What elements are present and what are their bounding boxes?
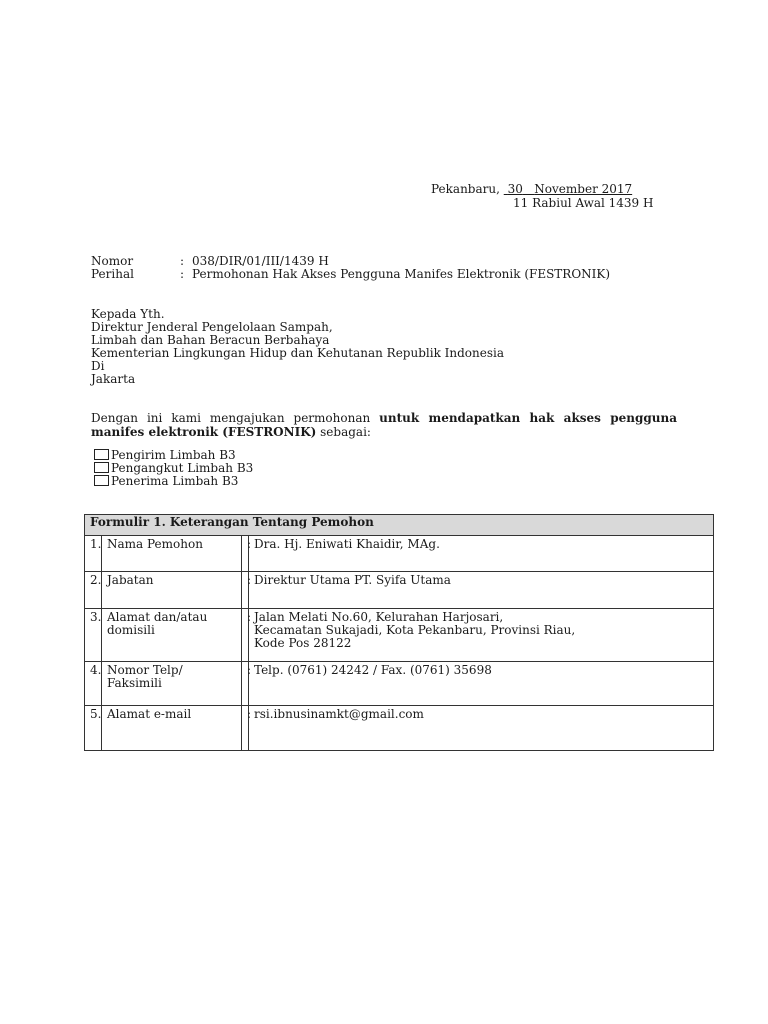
form-title: Formulir 1. Keterangan Tentang Pemohon — [85, 515, 714, 536]
perihal-value: Permohonan Hak Akses Pengguna Manifes Elektronik (FESTRONIK) — [192, 267, 611, 281]
option-pengirim[interactable] — [94, 448, 236, 461]
intro-paragraph: Dengan ini kami mengajukan permohonan untuk mendapatkan hak akses pengguna manifes elektronik (FESTRONIK) sebagai: — [91, 411, 677, 439]
recipient-line: Limbah dan Bahan Beracun Berbahaya — [91, 333, 330, 347]
nomor-label: Nomor — [91, 254, 134, 268]
row-colon: : — [242, 609, 249, 662]
perihal-colon: : — [180, 267, 185, 281]
checkbox[interactable] — [94, 449, 109, 460]
perihal-label: Perihal — [91, 267, 134, 281]
row-label: Alamat dan/atau domisili — [102, 609, 242, 662]
date-city: Pekanbaru, — [431, 182, 500, 196]
applicant-form-table — [84, 514, 714, 751]
row-label: Nomor Telp/ Faksimili — [102, 662, 242, 706]
row-label: Jabatan — [102, 572, 242, 609]
row-number: 4. — [85, 662, 102, 706]
recipient-line: Kementerian Lingkungan Hidup dan Kehutanan Republik Indonesia — [91, 346, 505, 360]
table-row — [85, 572, 714, 609]
recipient-line: Jakarta — [91, 372, 136, 386]
row-colon: : — [242, 706, 249, 751]
intro-bold: untuk mendapatkan hak akses pengguna manifes elektronik (FESTRONIK) — [91, 411, 677, 439]
table-row — [85, 662, 714, 706]
letter-date — [431, 183, 632, 196]
checkbox[interactable] — [94, 462, 109, 473]
row-label: Nama Pemohon — [102, 536, 242, 572]
nomor-colon: : — [180, 254, 185, 268]
row-label: Alamat e-mail — [102, 706, 242, 751]
recipient-line: Direktur Jenderal Pengelolaan Sampah, — [91, 320, 333, 334]
row-number: 1. — [85, 536, 102, 572]
option-pengangkut[interactable] — [94, 461, 253, 474]
form-title-row — [85, 515, 714, 536]
row-number: 3. — [85, 609, 102, 662]
recipient-block — [91, 308, 504, 386]
row-number: 2. — [85, 572, 102, 609]
hijri-date: 11 Rabiul Awal 1439 H — [513, 196, 654, 210]
row-colon: : — [242, 662, 249, 706]
row-value: Jalan Melati No.60, Kelurahan Harjosari, Kecamatan Sukajadi, Kota Pekanbaru, Provinsi Riau, Kode Pos 28122 — [249, 609, 714, 662]
nomor-value: 038/DIR/01/III/1439 H — [192, 254, 329, 268]
table-row — [85, 609, 714, 662]
row-colon: : — [242, 536, 249, 572]
row-value: Telp. (0761) 24242 / Fax. (0761) 35698 — [249, 662, 714, 706]
option-label: Penerima Limbah B3 — [111, 473, 239, 488]
row-colon: : — [242, 572, 249, 609]
option-label: Pengangkut Limbah B3 — [111, 460, 254, 475]
date-day: 30 November 2017 — [507, 182, 633, 196]
row-number: 5. — [85, 706, 102, 751]
row-value: rsi.ibnusinamkt@gmail.com — [249, 706, 714, 751]
option-penerima[interactable] — [94, 474, 238, 487]
option-label: Pengirim Limbah B3 — [111, 447, 236, 462]
table-row — [85, 706, 714, 751]
recipient-line: Di — [91, 359, 105, 373]
recipient-line: Kepada Yth. — [91, 307, 165, 321]
checkbox[interactable] — [94, 475, 109, 486]
table-row — [85, 536, 714, 572]
row-value: Dra. Hj. Eniwati Khaidir, MAg. — [249, 536, 714, 572]
row-value: Direktur Utama PT. Syifa Utama — [249, 572, 714, 609]
